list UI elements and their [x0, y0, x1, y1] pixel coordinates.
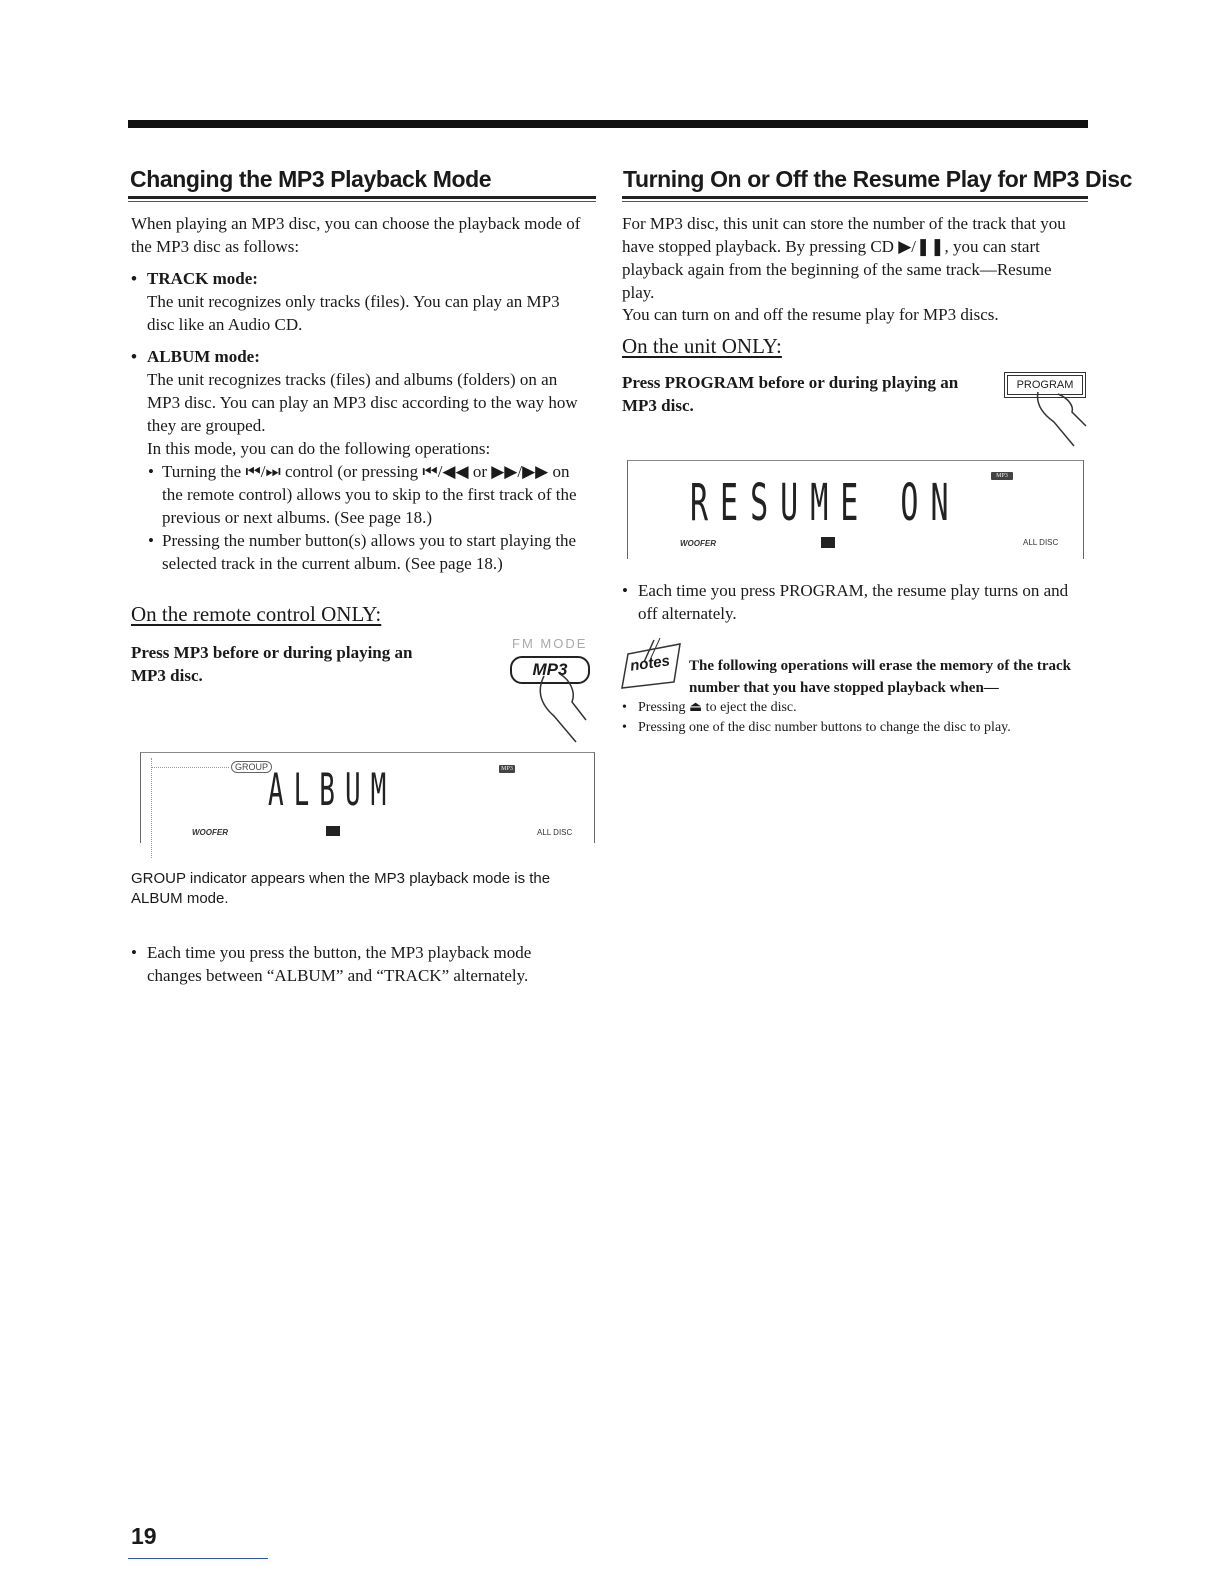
all-disc-right: ALL DISC	[1023, 538, 1059, 547]
remote-only-heading: On the remote control ONLY:	[131, 602, 382, 626]
disc-tray-icon-right	[821, 537, 835, 548]
group-caption: GROUP indicator appears when the MP3 playback mode is the ALBUM mode.	[131, 870, 551, 907]
right-title-rule	[622, 196, 1088, 199]
mp3-badge-left: MP3	[499, 765, 515, 773]
right-section-title: Turning On or Off the Resume Play for MP3 Disc	[623, 166, 1132, 192]
left-title-rule	[128, 196, 596, 199]
sub-bullet-2: •	[148, 531, 154, 550]
finger-press-icon	[530, 672, 590, 744]
mp3-button-label: MP3	[532, 660, 568, 679]
sub-bullet-1: •	[148, 462, 154, 481]
program-button-label: PROGRAM	[1016, 379, 1074, 391]
note-bullet-2: •	[622, 720, 627, 735]
resume-toggle-note: Each time you press PROGRAM, the resume play turns on and off alternately.	[638, 581, 1069, 623]
album-op-number: Pressing the number button(s) allows you to start playing the selected track in the current album. (See page 18.)	[162, 531, 577, 573]
note-eject: Pressing ⏏ to eject the disc.	[638, 700, 797, 715]
finger-press-icon-right	[1034, 390, 1090, 448]
disc-tray-icon-left	[326, 826, 340, 836]
left-section-title: Changing the MP3 Playback Mode	[130, 166, 492, 192]
mode-bullet: •	[131, 943, 137, 962]
right-title-rule-thin	[622, 201, 1088, 202]
top-rule	[128, 120, 1088, 128]
group-leader-line-h	[151, 767, 229, 768]
note-disc-number: Pressing one of the disc number buttons to change the disc to play.	[638, 720, 1011, 735]
remote-instruction: Press MP3 before or during playing an MP3 disc.	[131, 643, 413, 685]
right-intro-2: You can turn on and off the resume play for MP3 discs.	[622, 305, 999, 324]
woofer-label-left: WOOFER	[192, 828, 228, 837]
page-number-rule	[128, 1558, 268, 1559]
group-leader-line-v	[151, 758, 153, 858]
mode-change-note: Each time you press the button, the MP3 playback mode changes between “ALBUM” and “TRACK” alternately.	[147, 943, 532, 985]
unit-only-heading: On the unit ONLY:	[622, 334, 782, 358]
album-mode-bullet: •	[131, 347, 137, 366]
fm-mode-label: FM MODE	[512, 636, 588, 651]
left-intro: When playing an MP3 disc, you can choose the playback mode of the MP3 disc as follows:	[131, 214, 581, 256]
album-op-skip: Turning the ⏮/⏭ control (or pressing ⏮/◀◀ or ▶▶/▶▶ on the remote control) allows you to skip to the first track of the previous or next albums. (See page 18.)	[162, 462, 577, 527]
left-title-rule-thin	[128, 201, 596, 202]
notes-heading: The following operations will erase the memory of the track number that you have stopped playback when—	[689, 658, 1072, 696]
track-mode-heading: TRACK mode:	[147, 269, 258, 288]
mp3-badge-right: MP3	[991, 472, 1013, 480]
unit-instruction: Press PROGRAM before or during playing an MP3 disc.	[622, 373, 959, 415]
album-mode-body: The unit recognizes tracks (files) and albums (folders) on an MP3 disc. You can play an MP3 disc according to the way how they are grouped.	[147, 370, 578, 435]
resume-bullet: •	[622, 581, 628, 600]
woofer-label-right: WOOFER	[680, 539, 716, 548]
group-indicator: GROUP	[231, 761, 272, 773]
right-intro: For MP3 disc, this unit can store the number of the track that you have stopped playback. By pressing CD ▶/❚❚, you can start playback again from the beginning of the same track—Resume play.	[622, 214, 1066, 302]
page-number: 19	[131, 1523, 157, 1549]
track-mode-body: The unit recognizes only tracks (files). You can play an MP3 disc like an Audio CD.	[147, 292, 560, 334]
album-mode-heading: ALBUM mode:	[147, 347, 260, 366]
resume-display-text: RESUME ON	[690, 474, 961, 534]
track-mode-bullet: •	[131, 269, 137, 288]
notes-icon-label: notes	[629, 652, 672, 675]
album-mode-ops: In this mode, you can do the following operations:	[147, 439, 491, 458]
album-display-text: ALBUM	[268, 766, 397, 817]
note-bullet-1: •	[622, 700, 627, 715]
all-disc-left: ALL DISC	[537, 828, 573, 837]
